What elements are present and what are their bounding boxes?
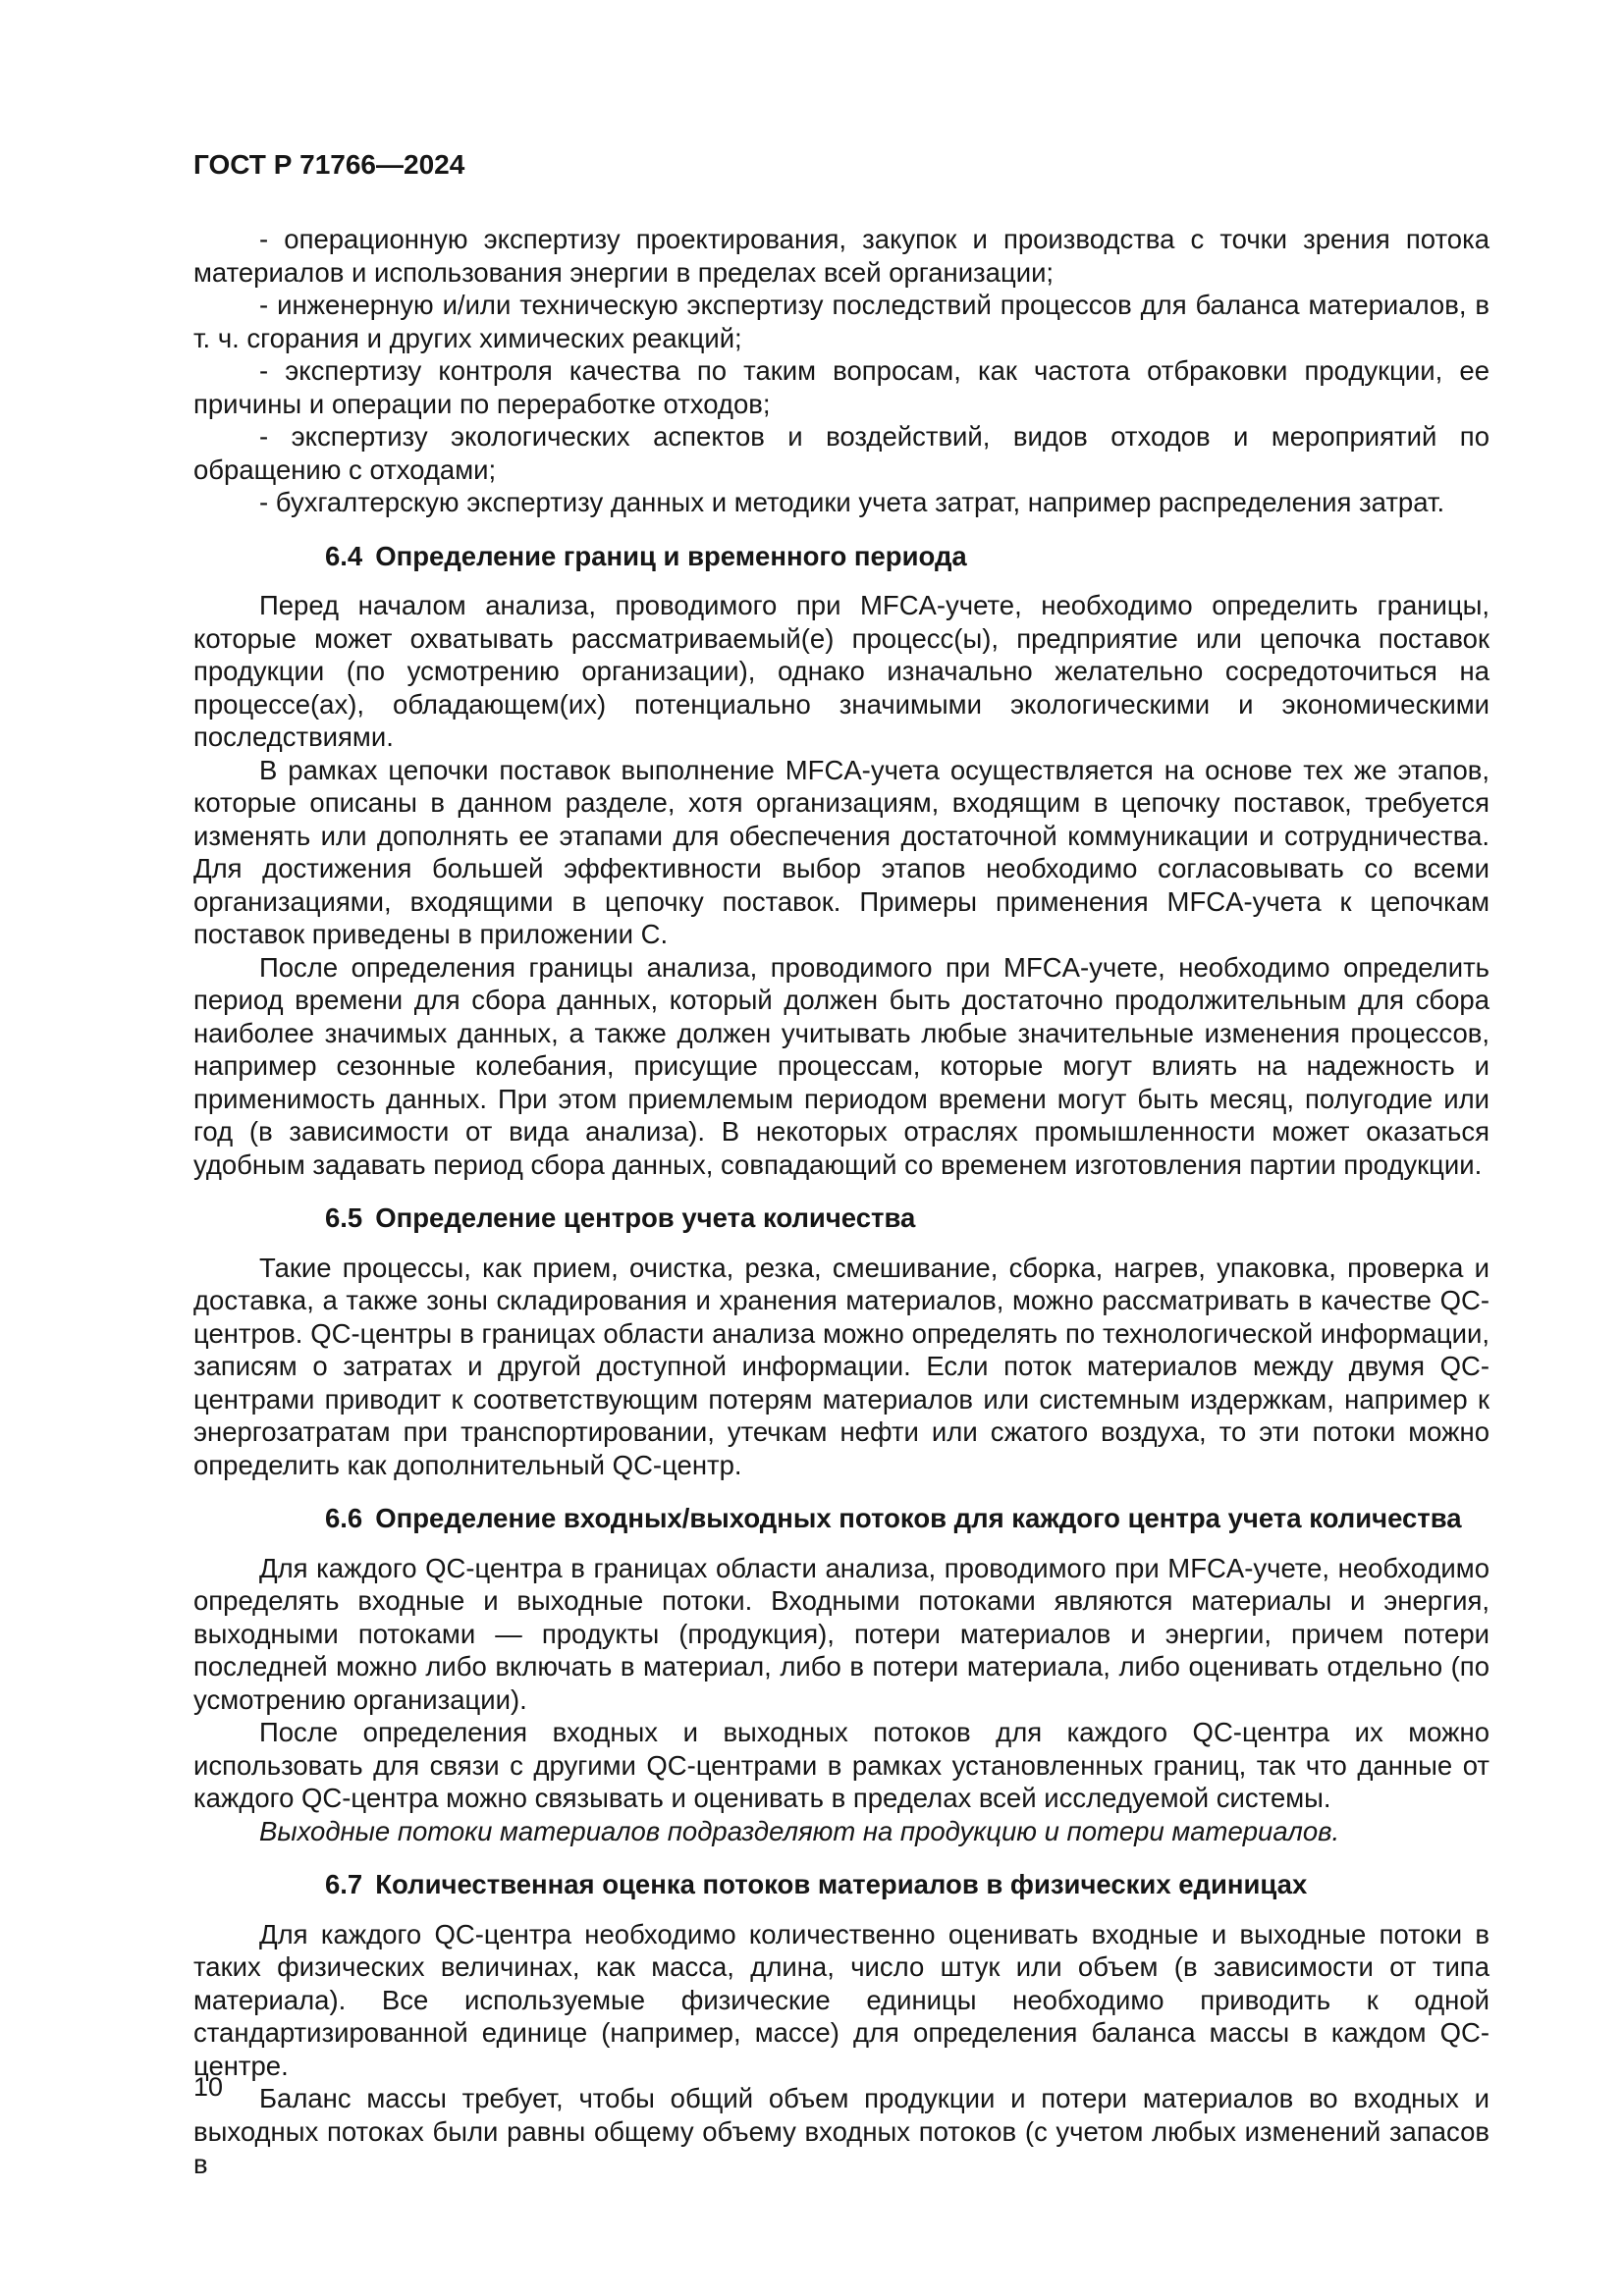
document-body <box>193 223 1489 2181</box>
section-heading-6-6 <box>193 1502 1489 1535</box>
section-heading-6-4 <box>193 540 1489 573</box>
section-number: 6.4 <box>325 540 363 571</box>
paragraph: После определения входных и выходных потоков для каждого QC-центра их можно использовать для связи с другими QC-центрами в рамках установленных границ, так что данные от каждого QC-центра можно связывать и оценивать в пределах всей исследуемой системы. <box>193 1717 1489 1813</box>
section-heading-6-7 <box>193 1868 1489 1901</box>
paragraph: В рамках цепочки поставок выполнение MFCA-учета осуществляется на основе тех же этапов, которые описаны в данном разделе, хотя организациям, входящим в цепочку поставок, требуется изменять или дополнять ее этапами для обеспечения достаточной коммуникации и сотрудничества. Для достижения большей эффективности выбор этапов необходимо согласовывать со всеми организациями, входящими в цепочку поставок. Примеры применения MFCA-учета к цепочкам поставок приведены в приложении С. <box>193 754 1489 949</box>
running-header-standard-code: ГОСТ Р 71766—2024 <box>193 149 465 180</box>
section-number: 6.5 <box>325 1202 363 1233</box>
section-number: 6.6 <box>325 1503 363 1533</box>
paragraph: После определения границы анализа, проводимого при MFCA-учете, необходимо определить период времени для сбора данных, который должен быть достаточно продолжительным для сбора наиболее значимых данных, а также должен учитывать любые значительные изменения процессов, например сезонные колебания, присущие процессам, которые могут влиять на надежность и применимость данных. При этом приемлемым периодом времени могут быть месяц, полугодие или год (в зависимости от вида анализа). В некоторых отраслях промышленности может оказаться удобным задавать период сбора данных, совпадающий со временем изготовления партии продукции. <box>193 951 1489 1180</box>
bullet-item: - бухгалтерскую экспертизу данных и методики учета затрат, например распределения затрат. <box>259 487 1445 517</box>
bullet-item: - операционную экспертизу проектирования, закупок и производства с точки зрения потока материалов и использования энергии в пределах всей организации; <box>193 224 1489 288</box>
note-paragraph: Выходные потоки материалов подразделяют на продукцию и потери материалов. <box>259 1815 1340 1846</box>
paragraph: Перед началом анализа, проводимого при MFCA-учете, необходимо определить границы, которые может охватывать рассматриваемый(е) процесс(ы), предприятие или цепочка поставок продукции (по усмотрению организации), однако изначально желательно сосредоточиться на процессе(ах), обладающем(их) потенциально значимыми экологическими и экономическими последствиями. <box>193 590 1489 752</box>
section-title: Определение границ и временного периода <box>375 540 967 571</box>
paragraph: Баланс массы требует, чтобы общий объем продукции и потери материалов во входных и выходных потоках были равны общему объему входных потоков (с учетом любых изменений запасов в <box>193 2083 1489 2179</box>
page-number: 10 <box>193 2072 224 2102</box>
section-title: Определение центров учета количества <box>375 1202 916 1233</box>
paragraph: Для каждого QC-центра необходимо количественно оценивать входные и выходные потоки в таких физических величинах, как масса, длина, число штук или объем (в зависимости от типа материала). Все используемые физические единицы необходимо приводить к одной стандартизированной единице (например, массе) для определения баланса массы в каждом QC-центре. <box>193 1918 1489 2081</box>
section-heading-6-5 <box>193 1201 1489 1235</box>
bullet-item: - экспертизу контроля качества по таким вопросам, как частота отбраковки продукции, ее причины и операции по переработке отходов; <box>193 355 1489 419</box>
section-title: Определение входных/выходных потоков для каждого центра учета количества <box>375 1503 1462 1533</box>
bullet-item: - экспертизу экологических аспектов и воздействий, видов отходов и мероприятий по обращению с отходами; <box>193 421 1489 485</box>
bullet-item: - инженерную и/или техническую экспертизу последствий процессов для баланса материалов, в т. ч. сгорания и других химических реакций; <box>193 290 1489 353</box>
paragraph: Для каждого QC-центра в границах области анализа, проводимого при MFCA-учете, необходимо определять входные и выходные потоки. Входными потоками являются материалы и энергия, выходными потоками — продукты (продукция), потери материалов и энергии, причем потери последней можно либо включать в материал, либо в потери материала, либо оценивать отдельно (по усмотрению организации). <box>193 1552 1489 1715</box>
section-title: Количественная оценка потоков материалов в физических единицах <box>375 1869 1308 1899</box>
section-number: 6.7 <box>325 1869 363 1899</box>
paragraph: Такие процессы, как прием, очистка, резка, смешивание, сборка, нагрев, упаковка, проверка и доставка, а также зоны складирования и хранения материалов, можно рассматривать в качестве QC-центров. QC-центры в границах области анализа можно определять по технологической информации, записям о затратах и другой доступной информации. Если поток материалов между двумя QC-центрами приводит к соответствующим потерям материалов или системным издержкам, например к энергозатратам при транспортировании, утечкам нефти или сжатого воздуха, то эти потоки можно определить как дополнительный QC-центр. <box>193 1252 1489 1480</box>
